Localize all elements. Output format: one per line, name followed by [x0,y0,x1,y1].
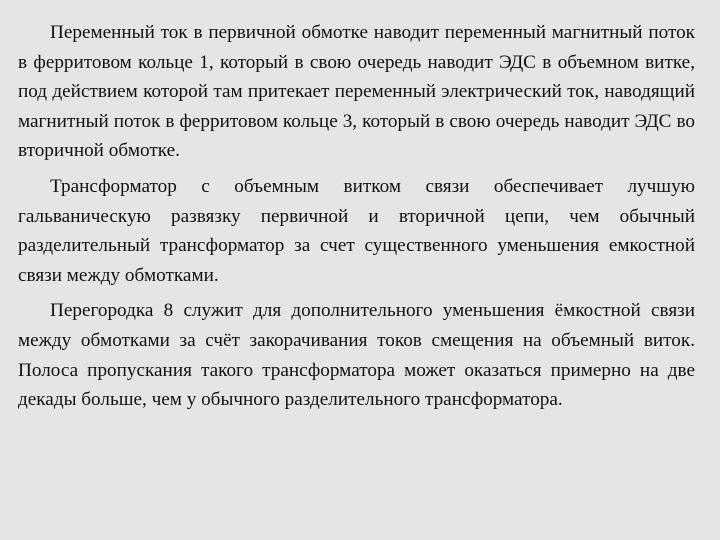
paragraph-3: Перегородка 8 служит для дополнительного уменьшения ёмкостной связи между обмотками за счёт закорачивания токов смещения на объемный виток. Полоса пропускания такого трансформатора может оказаться примерно на две декады больше, чем у обычного разделительного трансформатора. [18,300,695,411]
paragraph-1: Переменный ток в первичной обмотке наводит переменный магнитный поток в ферритовом кольце 1, который в свою очередь наводит ЭДС в объемном витке, под действием которой там притекает переменный электрический ток, наводящий магнитный поток в ферритовом кольце 3, который в свою очередь наводит ЭДС во вторичной обмотке. [18,22,695,162]
document-body [18,18,695,421]
paragraph-2: Трансформатор с объемным витком связи обеспечивает лучшую гальваническую развязку первичной и вторичной цепи, чем обычный разделительный трансформатор за счет существенного уменьшения емкостной связи между обмотками. [18,175,695,286]
